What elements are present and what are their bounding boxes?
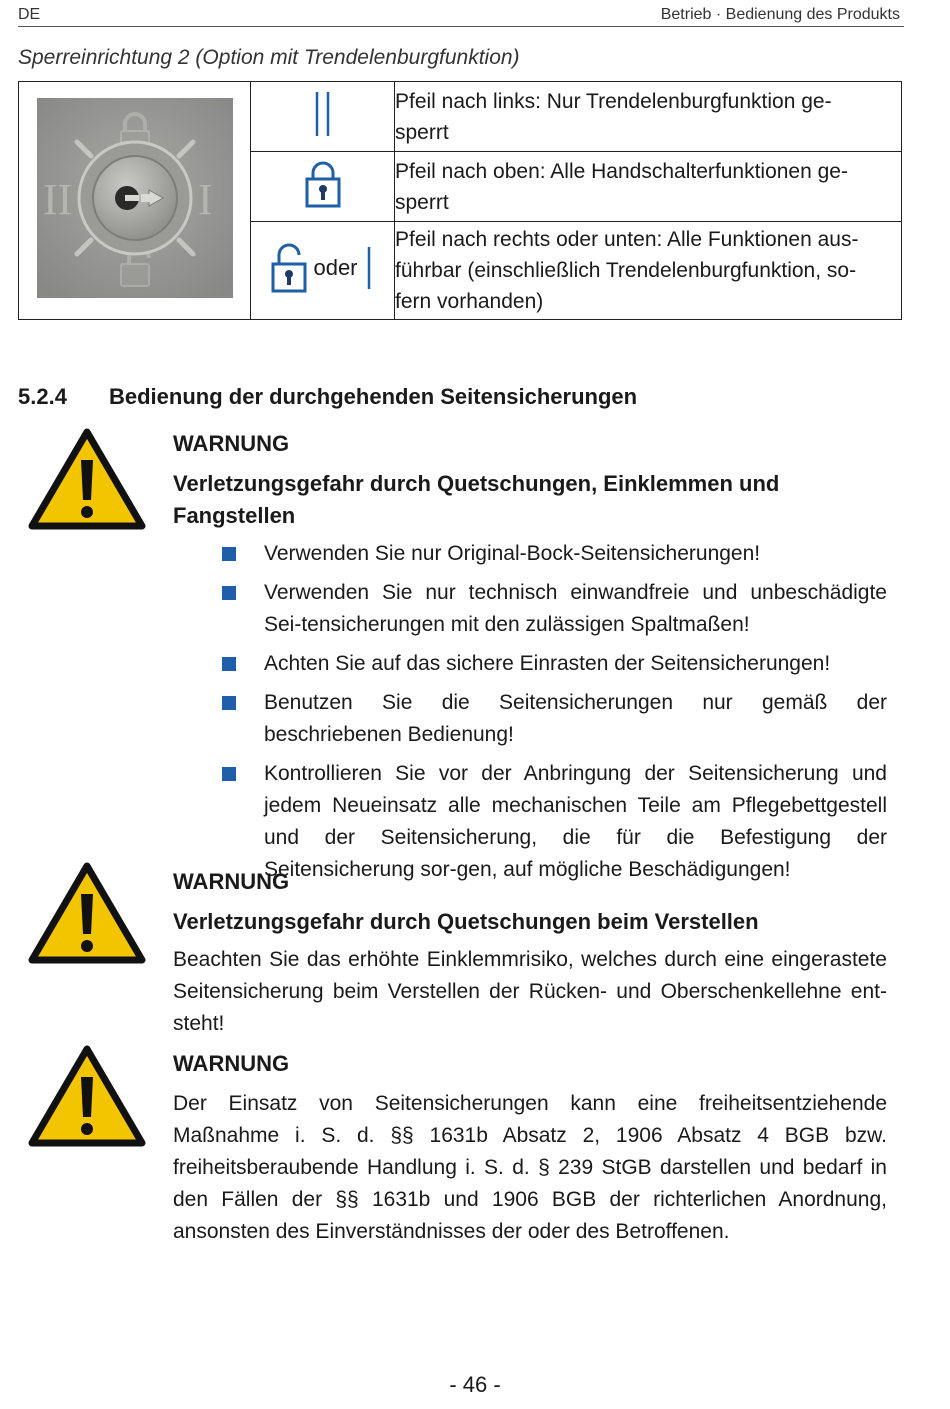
- warning-block-2: [173, 866, 887, 1040]
- bullet-square-icon: [222, 586, 236, 600]
- padlock-open-icon: [271, 243, 307, 293]
- lock-switch-photo: [37, 98, 233, 298]
- chapter-title: Betrieb · Bedienung des Produkts: [660, 6, 900, 23]
- warning-text: Beachten Sie das erhöhte Einklemmrisiko, welches durch eine eingerastete Seitensicherung beim Verstellen der Rücken- und Oberschenkellehne ent-steht!: [173, 948, 887, 1035]
- bullet-square-icon: [222, 657, 236, 671]
- warning-subtitle: Verletzungsgefahr durch Quetschungen beim Verstellen: [173, 909, 759, 934]
- lock-switch-photo-cell: [19, 82, 251, 320]
- padlock-closed-icon: [305, 160, 341, 208]
- warning-block-3: [173, 1048, 887, 1248]
- language-code: DE: [18, 6, 41, 23]
- double-vertical-line-icon: [311, 90, 335, 138]
- icon-cell-trendelenburg: [251, 82, 395, 152]
- warning-title: WARNUNG: [173, 431, 290, 456]
- list-item: Verwenden Sie nur Original-Bock-Seitensicherungen!: [173, 538, 887, 570]
- bullet-square-icon: [222, 696, 236, 710]
- lock-function-table: [18, 81, 902, 320]
- warning-triangle-icon: [28, 862, 146, 964]
- single-vertical-line-icon: [364, 245, 374, 291]
- row-text-right: Pfeil nach rechts oder unten: Alle Funktionen aus- führbar (einschließlich Trendelenburgfunktion, so- fern vorhanden): [395, 222, 902, 320]
- warning-bullet-list: [173, 538, 887, 886]
- icon-connector-text: oder: [313, 255, 358, 280]
- table-subtitle: Sperreinrichtung 2 (Option mit Trendelenburgfunktion): [18, 46, 520, 69]
- position-label-i: I: [197, 175, 213, 224]
- list-item: Kontrollieren Sie vor der Anbringung der Seitensicherung und jedem Neueinsatz alle mechanischen Teile am Pflegebettgestell und der Seitensicherung, die für die Befestigung der Seitensicherung sor-gen, auf mögliche Beschädigungen!: [173, 758, 887, 886]
- page-header: [18, 4, 904, 27]
- warning-subtitle: Verletzungsgefahr durch Quetschungen, Einklemmen und Fangstellen: [173, 471, 780, 528]
- icon-cell-locked: [251, 152, 395, 222]
- section-heading: [18, 384, 637, 410]
- row-text-left: Pfeil nach links: Nur Trendelenburgfunktion ge- sperrt: [395, 82, 902, 152]
- list-item: Achten Sie auf das sichere Einrasten der Seitensicherungen!: [173, 648, 887, 680]
- warning-triangle-icon: [28, 1045, 146, 1147]
- icon-cell-unlocked: [251, 222, 395, 320]
- position-label-ii: II: [42, 175, 72, 224]
- warning-title: WARNUNG: [173, 1051, 290, 1076]
- warning-text: Der Einsatz von Seitensicherungen kann eine freiheitsentziehende Maßnahme i. S. d. §§ 1631b Absatz 2, 1906 Absatz 4 BGB bzw. freiheitsberaubende Handlung i. S. d. § 239 StGB darstellen und bedarf in den Fällen der §§ 1631b und 1906 BGB der richterlichen Anordnung, ansonsten des Einverständnisses der oder des Betroffenen.: [173, 1092, 887, 1243]
- list-item: Verwenden Sie nur technisch einwandfreie und unbeschädigte Sei-tensicherungen mit den zulässigen Spaltmaßen!: [173, 577, 887, 641]
- row-text-up: Pfeil nach oben: Alle Handschalterfunktionen ge- sperrt: [395, 152, 902, 222]
- warning-triangle-icon: [28, 428, 146, 530]
- page-number: - 46 -: [449, 1372, 501, 1397]
- bullet-square-icon: [222, 767, 236, 781]
- warning-block-1: [173, 428, 887, 893]
- list-item: Benutzen Sie die Seitensicherungen nur gemäß der beschriebenen Bedienung!: [173, 687, 887, 751]
- section-number: 5.2.4: [18, 384, 67, 409]
- bullet-square-icon: [222, 547, 236, 561]
- section-title: Bedienung der durchgehenden Seitensicherungen: [109, 384, 638, 409]
- warning-title: WARNUNG: [173, 869, 290, 894]
